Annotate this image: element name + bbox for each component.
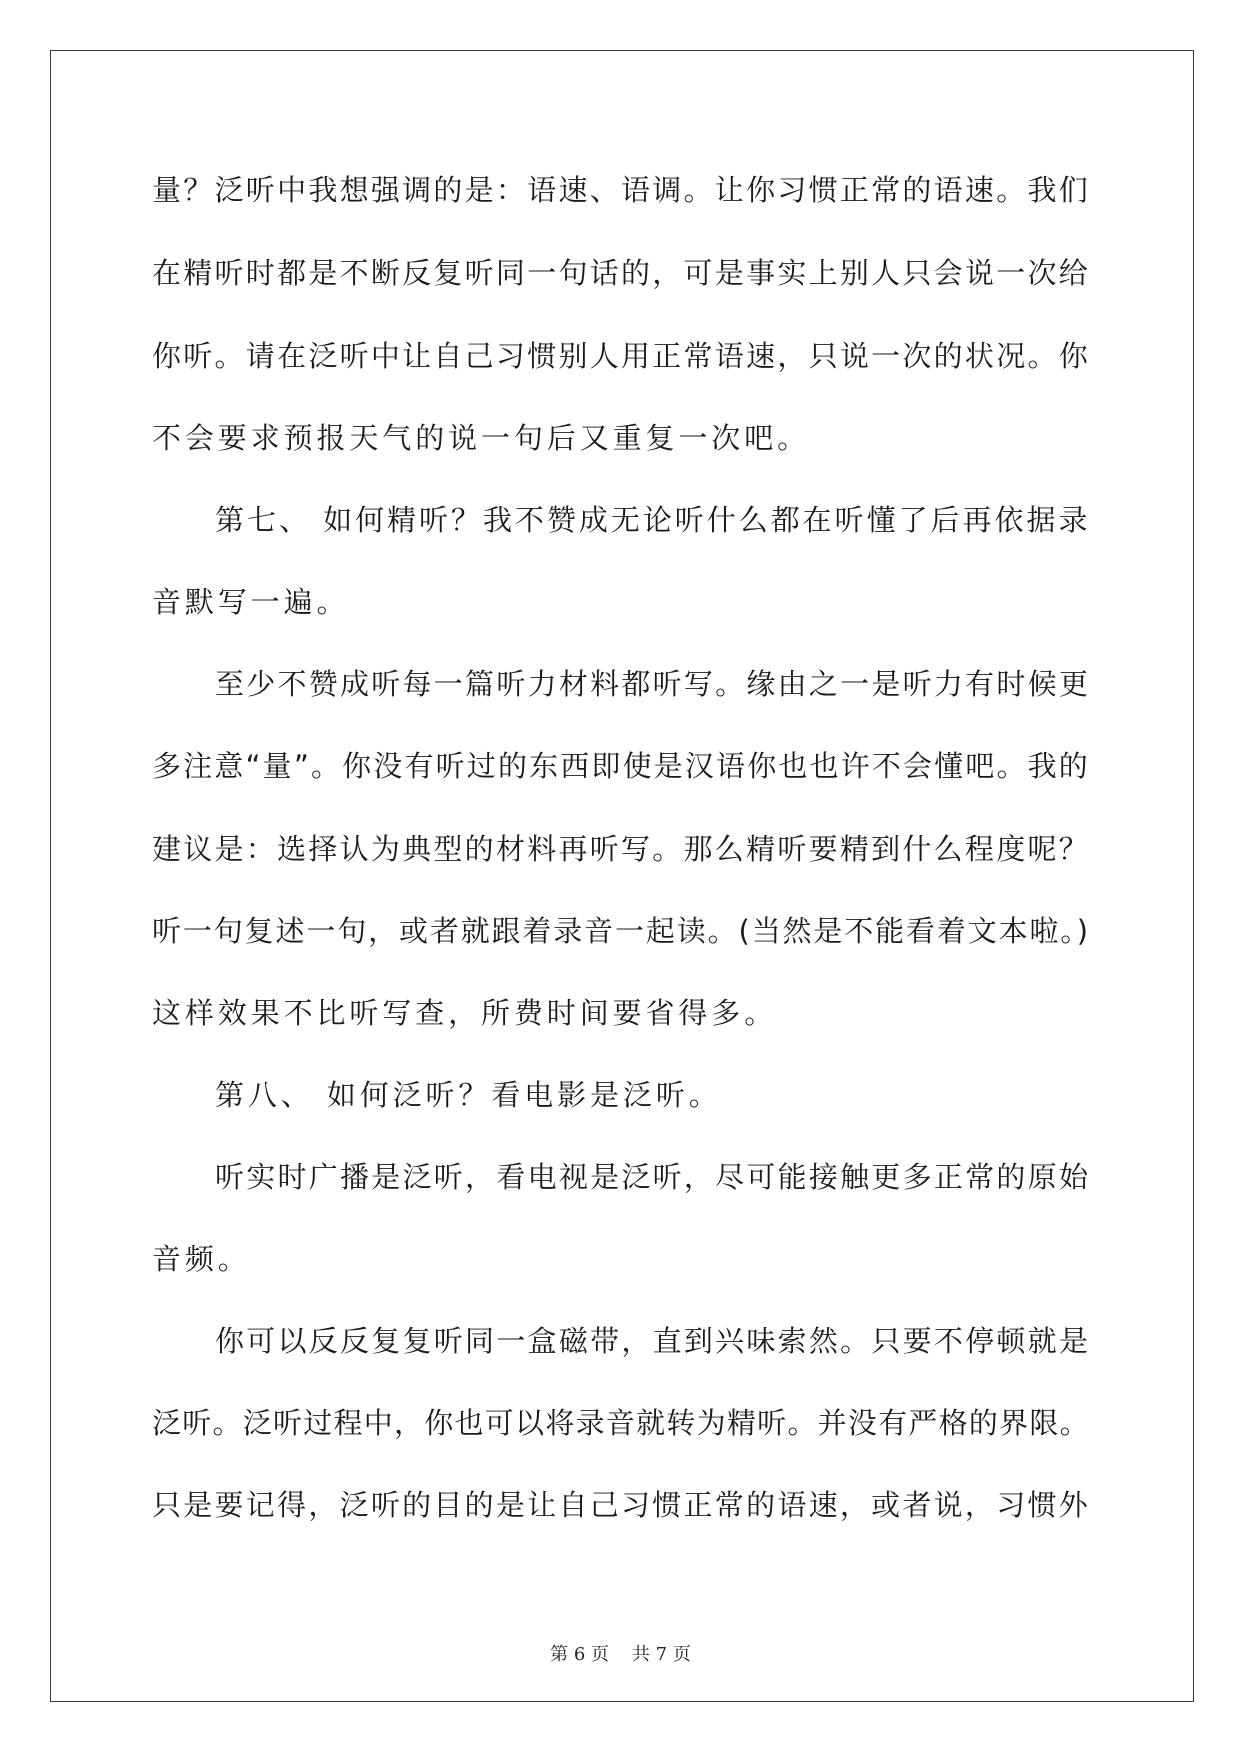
page-number-footer: 第 6 页 共 7 页	[550, 1644, 691, 1665]
text-line: 只是要记得，泛听的目的是让自己习惯正常的语速，或者说，习惯外	[152, 1488, 1091, 1522]
text-line: 在精听时都是不断反复听同一句话的，可是事实上别人只会说一次给	[152, 256, 1091, 290]
text-line: 泛听。泛听过程中，你也可以将录音就转为精听。并没有严格的界限。	[152, 1406, 1090, 1440]
text-line: 听实时广播是泛听，看电视是泛听，尽可能接触更多正常的原始	[215, 1160, 1091, 1194]
text-line: 至少不赞成听每一篇听力材料都听写。缘由之一是听力有时候更	[215, 667, 1091, 701]
page-border	[50, 50, 1194, 1702]
text-line: 你听。请在泛听中让自己习惯别人用正常语速，只说一次的状况。你	[152, 339, 1091, 373]
text-line: 量？泛听中我想强调的是：语速、语调。让你习惯正常的语速。我们	[152, 173, 1091, 207]
paragraph-heading: 第七、 如何精听？我不赞成无论听什么都在听懂了后再依据录	[215, 503, 1091, 537]
text-line: 不会要求预报天气的说一句后又重复一次吧。	[152, 421, 811, 455]
text-line: 音默写一遍。	[152, 585, 350, 619]
text-line: 多注意“量”。你没有听过的东西即使是汉语你也也许不会懂吧。我的	[152, 749, 1090, 783]
text-line: 你可以反反复复听同一盒磁带，直到兴味索然。只要不停顿就是	[215, 1324, 1091, 1358]
text-line: 听一句复述一句，或者就跟着录音一起读。(当然是不能看着文本啦。)	[152, 914, 1090, 948]
text-line: 建议是：选择认为典型的材料再听写。那么精听要精到什么程度呢？	[152, 832, 1091, 866]
text-line: 这样效果不比听写查，所费时间要省得多。	[152, 996, 778, 1030]
paragraph-heading: 第八、 如何泛听？看电影是泛听。	[215, 1078, 722, 1112]
text-line: 音频。	[152, 1242, 251, 1276]
